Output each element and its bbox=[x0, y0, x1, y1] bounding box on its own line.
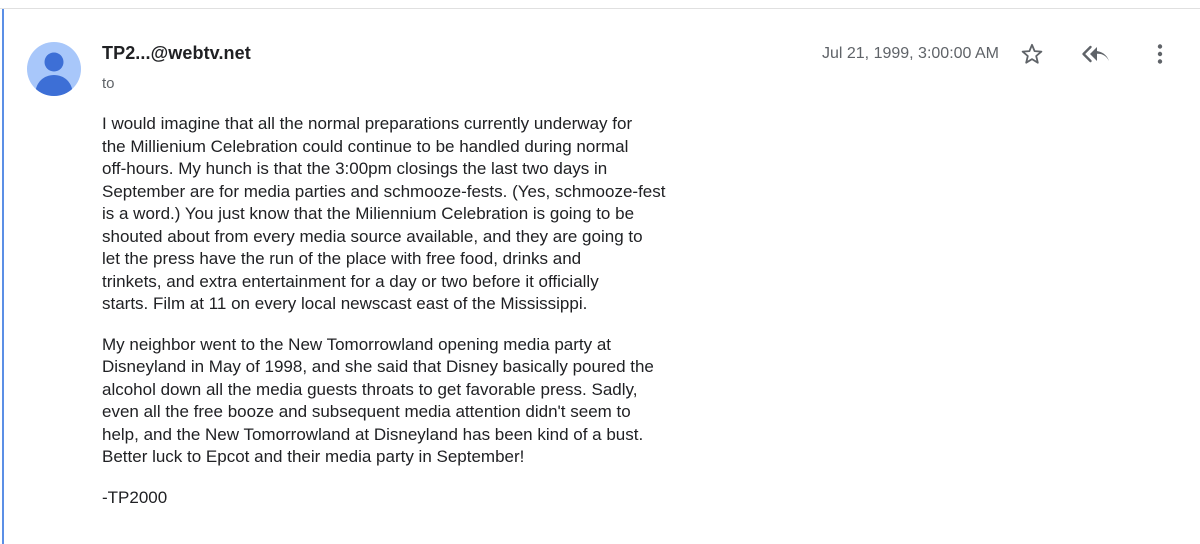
reply-all-icon bbox=[1081, 42, 1111, 66]
body-paragraph-1: I would imagine that all the normal preparations currently underway for the Millienium Celebration could continue to be handled during normal off-hours. My hunch is that the 3:00pm closings the last two days in September are for media parties and schmooze-fests. (Yes, schmooze-fest is a word.) You just know that the Miliennium Celebration is going to be shouted about from every media source available, and they are going to let the press have the run of the place with free food, drinks and trinkets, and extra entertainment for a day or two before it officially starts. Film at 11 on every local newscast east of the Mississippi. bbox=[102, 114, 666, 313]
message-date: Jul 21, 1999, 3:00:00 AM bbox=[821, 45, 999, 62]
signature: -TP2000 bbox=[102, 487, 168, 507]
body-paragraph-2: My neighbor went to the New Tomorrowland opening media party at Disneyland in May of 1998, and she said that Disney basically poured the alcohol down all the media guests throats to get favorable press. Sadly, even all the free booze and subsequent media attention didn't seem to help, and the New Tomorrowland at Disneyland has been kind of a bust. Better luck to Epcot and their media party in September! bbox=[102, 334, 654, 466]
star-button[interactable] bbox=[1016, 38, 1048, 70]
star-outline-icon bbox=[1020, 42, 1044, 66]
recipient-label[interactable]: to bbox=[102, 75, 115, 92]
more-vertical-icon bbox=[1148, 42, 1172, 66]
sender-name[interactable]: TP2...@webtv.net bbox=[102, 43, 251, 63]
message-body bbox=[102, 113, 742, 509]
reply-all-button[interactable] bbox=[1080, 38, 1112, 70]
person-avatar-icon[interactable] bbox=[27, 42, 81, 96]
more-options-button[interactable] bbox=[1144, 38, 1176, 70]
